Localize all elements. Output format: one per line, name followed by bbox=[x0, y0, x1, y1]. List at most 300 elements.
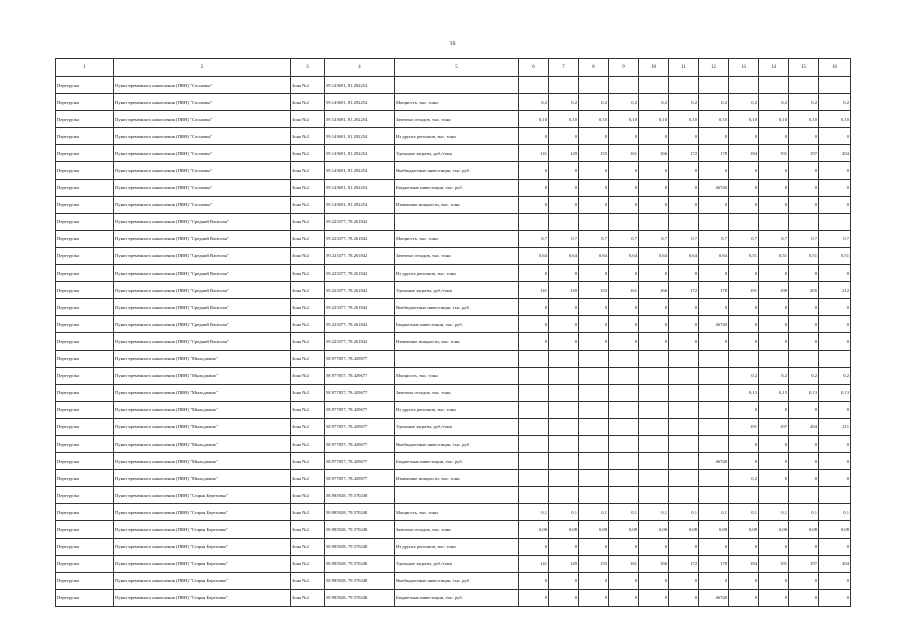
year-value-cell: 0 bbox=[639, 316, 669, 333]
year-value-cell: 46740 bbox=[699, 316, 729, 333]
year-value-cell: 0 bbox=[789, 470, 819, 487]
year-value-cell: 0,1 bbox=[669, 504, 699, 521]
zone-cell: Зона №2 bbox=[291, 453, 325, 470]
year-value-cell: 161 bbox=[609, 555, 639, 572]
year-value-cell: 172 bbox=[669, 555, 699, 572]
year-value-cell: 0 bbox=[549, 316, 579, 333]
operation-cell: Перегрузка bbox=[56, 213, 114, 230]
operation-cell: Перегрузка bbox=[56, 435, 114, 452]
facility-name-cell: Пункт временного накопления (ПВН) "Средний Васюган" bbox=[114, 299, 291, 316]
year-value-cell: 0,08 bbox=[669, 521, 699, 538]
year-value-cell: 0,7 bbox=[669, 230, 699, 247]
year-value-cell bbox=[519, 213, 549, 230]
column-number-header: 8 bbox=[579, 59, 609, 77]
year-value-cell: 0,7 bbox=[579, 230, 609, 247]
year-value-cell bbox=[519, 77, 549, 94]
table-row bbox=[56, 213, 851, 230]
parameter-cell: Удельные затраты, руб./тонн bbox=[395, 418, 519, 435]
zone-cell: Зона №2 bbox=[291, 555, 325, 572]
year-value-cell: 0 bbox=[609, 299, 639, 316]
column-number-header: 11 bbox=[669, 59, 699, 77]
year-value-cell: 0 bbox=[549, 572, 579, 589]
year-value-cell: 0,10 bbox=[579, 111, 609, 128]
year-value-cell: 0,2 bbox=[519, 94, 549, 111]
parameter-cell: Из других регионов, тыс. тонн bbox=[395, 401, 519, 418]
coordinates-cell: 59.143691, 81.292254 bbox=[325, 196, 395, 213]
coordinates-cell: 58.977857, 78.429677 bbox=[325, 435, 395, 452]
year-value-cell: 0 bbox=[549, 128, 579, 145]
parameter-cell: Внебюджетные инвестиции, тыс. руб. bbox=[395, 162, 519, 179]
year-value-cell: 0 bbox=[669, 589, 699, 606]
year-value-cell: 0 bbox=[729, 162, 759, 179]
year-value-cell: 0 bbox=[549, 179, 579, 196]
year-value-cell: 161 bbox=[609, 282, 639, 299]
table-row bbox=[56, 111, 851, 128]
parameter-cell: Мощность, тыс. тонн bbox=[395, 94, 519, 111]
year-value-cell: 0,08 bbox=[579, 521, 609, 538]
year-value-cell bbox=[759, 487, 789, 504]
coordinates-cell: 58.985928, 79.570248 bbox=[325, 555, 395, 572]
year-value-cell bbox=[579, 418, 609, 435]
operation-cell: Перегрузка bbox=[56, 504, 114, 521]
year-value-cell bbox=[549, 367, 579, 384]
table-row bbox=[56, 384, 851, 401]
year-value-cell bbox=[579, 487, 609, 504]
year-value-cell bbox=[609, 77, 639, 94]
year-value-cell: 0,64 bbox=[519, 247, 549, 264]
operation-cell: Перегрузка bbox=[56, 299, 114, 316]
year-value-cell: 0 bbox=[609, 572, 639, 589]
year-value-cell: 0,7 bbox=[549, 230, 579, 247]
year-value-cell: 0,1 bbox=[729, 504, 759, 521]
year-value-cell: 0,7 bbox=[639, 230, 669, 247]
facility-name-cell: Пункт временного накопления (ПВН) "Мыльджино" bbox=[114, 453, 291, 470]
parameter-cell: Изменение мощности, тыс. тонн bbox=[395, 196, 519, 213]
column-number-header: 5 bbox=[395, 59, 519, 77]
table-row bbox=[56, 282, 851, 299]
zone-cell: Зона №2 bbox=[291, 128, 325, 145]
year-value-cell: 197 bbox=[759, 418, 789, 435]
facility-name-cell: Пункт временного накопления (ПВН) "Старая Березовка" bbox=[114, 538, 291, 555]
parameter-cell: Внебюджетные инвестиции, тыс. руб. bbox=[395, 299, 519, 316]
facility-name-cell: Пункт временного накопления (ПВН) "Средний Васюган" bbox=[114, 213, 291, 230]
table-row bbox=[56, 316, 851, 333]
year-value-cell: 0,2 bbox=[699, 94, 729, 111]
parameter-cell: Изменение мощности, тыс. тонн bbox=[395, 470, 519, 487]
year-value-cell: 0 bbox=[819, 196, 851, 213]
year-value-cell bbox=[519, 367, 549, 384]
year-value-cell bbox=[639, 470, 669, 487]
year-value-cell: 178 bbox=[699, 145, 729, 162]
column-number-header: 1 bbox=[56, 59, 114, 77]
operation-cell: Перегрузка bbox=[56, 470, 114, 487]
year-value-cell bbox=[519, 384, 549, 401]
zone-cell: Зона №2 bbox=[291, 299, 325, 316]
facility-name-cell: Пункт временного накопления (ПВН) "Старая Березовка" bbox=[114, 487, 291, 504]
year-value-cell: 0 bbox=[819, 333, 851, 350]
table-row bbox=[56, 350, 851, 367]
year-value-cell: 0 bbox=[519, 538, 549, 555]
year-value-cell: 0,10 bbox=[759, 111, 789, 128]
table-row bbox=[56, 453, 851, 470]
year-value-cell: 0 bbox=[819, 435, 851, 452]
column-number-header: 14 bbox=[759, 59, 789, 77]
facility-name-cell: Пункт временного накопления (ПВН) "Средний Васюган" bbox=[114, 282, 291, 299]
year-value-cell: 0,1 bbox=[819, 504, 851, 521]
facility-name-cell: Пункт временного накопления (ПВН) "Старая Березовка" bbox=[114, 504, 291, 521]
year-value-cell: 0 bbox=[609, 128, 639, 145]
facility-name-cell: Пункт временного накопления (ПВН) "Сосновка" bbox=[114, 77, 291, 94]
year-value-cell: 0 bbox=[729, 299, 759, 316]
coordinates-cell: 58.977857, 78.429677 bbox=[325, 401, 395, 418]
coordinates-cell: 59.143691, 81.292254 bbox=[325, 179, 395, 196]
zone-cell: Зона №2 bbox=[291, 316, 325, 333]
coordinates-cell: 59.143691, 81.292254 bbox=[325, 111, 395, 128]
year-value-cell: 0 bbox=[579, 538, 609, 555]
table-row bbox=[56, 333, 851, 350]
year-value-cell: 0 bbox=[729, 572, 759, 589]
year-value-cell: 0,08 bbox=[819, 521, 851, 538]
year-value-cell: 0,2 bbox=[789, 367, 819, 384]
year-value-cell bbox=[519, 453, 549, 470]
year-value-cell: 0,7 bbox=[519, 230, 549, 247]
year-value-cell: 0 bbox=[519, 316, 549, 333]
year-value-cell: 0 bbox=[789, 572, 819, 589]
year-value-cell: 0 bbox=[549, 589, 579, 606]
year-value-cell bbox=[729, 487, 759, 504]
year-value-cell bbox=[639, 401, 669, 418]
year-value-cell: 0,2 bbox=[639, 94, 669, 111]
year-value-cell bbox=[609, 487, 639, 504]
year-value-cell: 0 bbox=[759, 179, 789, 196]
parameter-cell: Мощность, тыс. тонн bbox=[395, 504, 519, 521]
year-value-cell bbox=[609, 453, 639, 470]
year-value-cell bbox=[639, 350, 669, 367]
year-value-cell: 0 bbox=[759, 435, 789, 452]
year-value-cell bbox=[699, 418, 729, 435]
year-value-cell: 0,7 bbox=[819, 230, 851, 247]
facility-name-cell: Пункт временного накопления (ПВН) "Мыльджино" bbox=[114, 435, 291, 452]
year-value-cell: 0 bbox=[789, 265, 819, 282]
year-value-cell bbox=[609, 213, 639, 230]
parameter-cell: Бюджетные инвестиции, тыс. руб. bbox=[395, 316, 519, 333]
year-value-cell bbox=[519, 470, 549, 487]
year-value-cell: 0,2 bbox=[759, 367, 789, 384]
year-value-cell: 0 bbox=[699, 572, 729, 589]
year-value-cell: 0 bbox=[579, 196, 609, 213]
coordinates-cell: 58.985928, 79.570248 bbox=[325, 589, 395, 606]
year-value-cell: 0,64 bbox=[639, 247, 669, 264]
year-value-cell: 0 bbox=[729, 179, 759, 196]
year-value-cell: 0 bbox=[669, 538, 699, 555]
coordinates-cell: 59.223377, 78.261842 bbox=[325, 213, 395, 230]
year-value-cell: 0 bbox=[639, 196, 669, 213]
coordinates-cell: 58.977857, 78.429677 bbox=[325, 453, 395, 470]
year-value-cell bbox=[609, 401, 639, 418]
year-value-cell: 0 bbox=[699, 333, 729, 350]
year-value-cell bbox=[759, 77, 789, 94]
zone-cell: Зона №2 bbox=[291, 470, 325, 487]
year-value-cell: 0,13 bbox=[819, 384, 851, 401]
year-value-cell: 141 bbox=[519, 555, 549, 572]
year-value-cell: 0,7 bbox=[789, 230, 819, 247]
year-value-cell: 0 bbox=[819, 470, 851, 487]
coordinates-cell: 58.985928, 79.570248 bbox=[325, 504, 395, 521]
year-value-cell: 0 bbox=[669, 265, 699, 282]
coordinates-cell: 59.223377, 78.261842 bbox=[325, 333, 395, 350]
year-value-cell bbox=[639, 418, 669, 435]
year-value-cell: 0 bbox=[699, 299, 729, 316]
year-value-cell bbox=[789, 350, 819, 367]
year-value-cell: 0 bbox=[789, 401, 819, 418]
year-value-cell: 0 bbox=[639, 179, 669, 196]
year-value-cell: 0 bbox=[579, 333, 609, 350]
year-value-cell bbox=[669, 470, 699, 487]
year-value-cell: 0,1 bbox=[579, 504, 609, 521]
zone-cell: Зона №2 bbox=[291, 196, 325, 213]
zone-cell: Зона №2 bbox=[291, 350, 325, 367]
facility-name-cell: Пункт временного накопления (ПВН) "Сосновка" bbox=[114, 162, 291, 179]
year-value-cell: 0 bbox=[609, 589, 639, 606]
year-value-cell bbox=[669, 350, 699, 367]
operation-cell: Перегрузка bbox=[56, 77, 114, 94]
year-value-cell bbox=[729, 77, 759, 94]
year-value-cell: 0 bbox=[549, 196, 579, 213]
operation-cell: Перегрузка bbox=[56, 384, 114, 401]
year-value-cell bbox=[699, 487, 729, 504]
year-value-cell: 141 bbox=[519, 145, 549, 162]
year-value-cell: 0,08 bbox=[549, 521, 579, 538]
year-value-cell: 0,2 bbox=[579, 94, 609, 111]
year-value-cell bbox=[639, 384, 669, 401]
operation-cell: Перегрузка bbox=[56, 538, 114, 555]
facility-name-cell: Пункт временного накопления (ПВН) "Мыльджино" bbox=[114, 401, 291, 418]
year-value-cell: 204 bbox=[819, 555, 851, 572]
year-value-cell: 149 bbox=[549, 555, 579, 572]
year-value-cell: 166 bbox=[639, 555, 669, 572]
year-value-cell: 0 bbox=[819, 538, 851, 555]
year-value-cell: 0 bbox=[729, 196, 759, 213]
year-value-cell: 0 bbox=[669, 162, 699, 179]
year-value-cell bbox=[759, 213, 789, 230]
parameter-cell bbox=[395, 213, 519, 230]
year-value-cell: 191 bbox=[729, 418, 759, 435]
year-value-cell: 0,51 bbox=[729, 247, 759, 264]
year-value-cell: 0 bbox=[549, 538, 579, 555]
column-number-header: 15 bbox=[789, 59, 819, 77]
zone-cell: Зона №2 bbox=[291, 538, 325, 555]
year-value-cell: 0,1 bbox=[639, 504, 669, 521]
table-row bbox=[56, 487, 851, 504]
year-value-cell: 0,08 bbox=[789, 521, 819, 538]
year-value-cell bbox=[519, 435, 549, 452]
year-value-cell: 0 bbox=[579, 589, 609, 606]
table-row bbox=[56, 418, 851, 435]
year-value-cell: 212 bbox=[819, 282, 851, 299]
year-value-cell: 0 bbox=[699, 538, 729, 555]
year-value-cell: 0 bbox=[519, 333, 549, 350]
year-value-cell: 0,1 bbox=[759, 504, 789, 521]
year-value-cell: 0,64 bbox=[609, 247, 639, 264]
zone-cell: Зона №2 bbox=[291, 333, 325, 350]
year-value-cell: 0 bbox=[639, 333, 669, 350]
parameter-cell: Удельные затраты, руб./тонн bbox=[395, 555, 519, 572]
table-row bbox=[56, 521, 851, 538]
facility-name-cell: Пункт временного накопления (ПВН) "Сосновка" bbox=[114, 94, 291, 111]
year-value-cell: 0 bbox=[729, 589, 759, 606]
column-number-header: 2 bbox=[114, 59, 291, 77]
coordinates-cell: 59.143691, 81.292254 bbox=[325, 128, 395, 145]
column-number-header: 12 bbox=[699, 59, 729, 77]
parameter-cell bbox=[395, 350, 519, 367]
year-value-cell: 0,08 bbox=[759, 521, 789, 538]
year-value-cell: 178 bbox=[699, 555, 729, 572]
year-value-cell bbox=[609, 350, 639, 367]
year-value-cell bbox=[549, 350, 579, 367]
facility-name-cell: Пункт временного накопления (ПВН) "Мыльджино" bbox=[114, 350, 291, 367]
year-value-cell: 0 bbox=[759, 333, 789, 350]
table-row bbox=[56, 401, 851, 418]
coordinates-cell: 59.143691, 81.292254 bbox=[325, 94, 395, 111]
year-value-cell bbox=[759, 350, 789, 367]
year-value-cell: 0,7 bbox=[699, 230, 729, 247]
year-value-cell: 0,51 bbox=[759, 247, 789, 264]
year-value-cell bbox=[579, 384, 609, 401]
year-value-cell: 155 bbox=[579, 145, 609, 162]
year-value-cell: 0,2 bbox=[729, 470, 759, 487]
year-value-cell: 0 bbox=[669, 572, 699, 589]
year-value-cell bbox=[609, 384, 639, 401]
year-value-cell: 0 bbox=[609, 333, 639, 350]
year-value-cell bbox=[699, 401, 729, 418]
year-value-cell: 191 bbox=[759, 555, 789, 572]
table-row bbox=[56, 162, 851, 179]
year-value-cell bbox=[819, 213, 851, 230]
year-value-cell: 0 bbox=[519, 572, 549, 589]
zone-cell: Зона №2 bbox=[291, 589, 325, 606]
year-value-cell bbox=[579, 470, 609, 487]
year-value-cell: 191 bbox=[729, 282, 759, 299]
year-value-cell: 0,2 bbox=[819, 367, 851, 384]
parameter-cell: Из других регионов, тыс. тонн bbox=[395, 265, 519, 282]
year-value-cell: 0 bbox=[549, 162, 579, 179]
facility-name-cell: Пункт временного накопления (ПВН) "Средний Васюган" bbox=[114, 333, 291, 350]
year-value-cell bbox=[699, 384, 729, 401]
column-number-header: 7 bbox=[549, 59, 579, 77]
zone-cell: Зона №2 bbox=[291, 162, 325, 179]
year-value-cell bbox=[669, 453, 699, 470]
year-value-cell: 0,1 bbox=[549, 504, 579, 521]
operation-cell: Перегрузка bbox=[56, 418, 114, 435]
table-row bbox=[56, 538, 851, 555]
table-row bbox=[56, 299, 851, 316]
year-value-cell: 0,08 bbox=[639, 521, 669, 538]
year-value-cell: 0,10 bbox=[819, 111, 851, 128]
year-value-cell: 0,1 bbox=[699, 504, 729, 521]
year-value-cell: 0 bbox=[579, 265, 609, 282]
facility-name-cell: Пункт временного накопления (ПВН) "Сосновка" bbox=[114, 196, 291, 213]
zone-cell: Зона №2 bbox=[291, 504, 325, 521]
year-value-cell bbox=[609, 367, 639, 384]
year-value-cell: 149 bbox=[549, 145, 579, 162]
year-value-cell: 205 bbox=[789, 282, 819, 299]
year-value-cell bbox=[549, 453, 579, 470]
parameter-cell: Мощность, тыс. тонн bbox=[395, 230, 519, 247]
coordinates-cell: 59.223377, 78.261842 bbox=[325, 230, 395, 247]
year-value-cell: 0 bbox=[729, 435, 759, 452]
year-value-cell: 0 bbox=[789, 589, 819, 606]
year-value-cell: 0,64 bbox=[669, 247, 699, 264]
year-value-cell: 0,7 bbox=[609, 230, 639, 247]
year-value-cell: 0 bbox=[519, 179, 549, 196]
year-value-cell: 0 bbox=[819, 299, 851, 316]
year-value-cell: 0 bbox=[699, 196, 729, 213]
parameter-cell: Завезено отходов, тыс. тонн bbox=[395, 384, 519, 401]
year-value-cell bbox=[639, 213, 669, 230]
year-value-cell: 161 bbox=[609, 145, 639, 162]
year-value-cell bbox=[549, 487, 579, 504]
year-value-cell: 0 bbox=[759, 401, 789, 418]
year-value-cell: 141 bbox=[519, 282, 549, 299]
operation-cell: Перегрузка bbox=[56, 265, 114, 282]
year-value-cell bbox=[579, 435, 609, 452]
facility-name-cell: Пункт временного накопления (ПВН) "Средний Васюган" bbox=[114, 316, 291, 333]
year-value-cell: 191 bbox=[759, 145, 789, 162]
year-value-cell: 0,10 bbox=[699, 111, 729, 128]
year-value-cell: 0 bbox=[639, 589, 669, 606]
year-value-cell: 184 bbox=[729, 145, 759, 162]
zone-cell: Зона №2 bbox=[291, 247, 325, 264]
year-value-cell: 0 bbox=[819, 316, 851, 333]
year-value-cell bbox=[699, 435, 729, 452]
year-value-cell bbox=[789, 213, 819, 230]
parameter-cell: Внебюджетные инвестиции, тыс. руб. bbox=[395, 435, 519, 452]
operation-cell: Перегрузка bbox=[56, 367, 114, 384]
year-value-cell bbox=[639, 487, 669, 504]
year-value-cell bbox=[819, 487, 851, 504]
year-value-cell: 0,7 bbox=[729, 230, 759, 247]
year-value-cell: 0 bbox=[819, 401, 851, 418]
year-value-cell: 0 bbox=[759, 453, 789, 470]
operation-cell: Перегрузка bbox=[56, 487, 114, 504]
year-value-cell: 0 bbox=[759, 299, 789, 316]
coordinates-cell: 58.977857, 78.429677 bbox=[325, 418, 395, 435]
year-value-cell: 0,2 bbox=[609, 94, 639, 111]
year-value-cell bbox=[579, 453, 609, 470]
coordinates-cell: 58.977857, 78.429677 bbox=[325, 384, 395, 401]
year-value-cell: 0 bbox=[789, 299, 819, 316]
year-value-cell: 198 bbox=[759, 282, 789, 299]
year-value-cell: 0 bbox=[669, 333, 699, 350]
year-value-cell bbox=[609, 470, 639, 487]
zone-cell: Зона №2 bbox=[291, 230, 325, 247]
year-value-cell bbox=[549, 384, 579, 401]
column-number-header: 9 bbox=[609, 59, 639, 77]
year-value-cell bbox=[669, 401, 699, 418]
year-value-cell: 0 bbox=[789, 333, 819, 350]
year-value-cell: 0 bbox=[579, 572, 609, 589]
facility-name-cell: Пункт временного накопления (ПВН) "Средний Васюган" bbox=[114, 230, 291, 247]
year-value-cell: 184 bbox=[729, 555, 759, 572]
year-value-cell: 0,10 bbox=[669, 111, 699, 128]
operation-cell: Перегрузка bbox=[56, 162, 114, 179]
year-value-cell: 0,2 bbox=[549, 94, 579, 111]
year-value-cell bbox=[669, 367, 699, 384]
year-value-cell: 0 bbox=[759, 316, 789, 333]
year-value-cell: 0,2 bbox=[759, 94, 789, 111]
year-value-cell: 0 bbox=[669, 299, 699, 316]
year-value-cell: 166 bbox=[639, 145, 669, 162]
